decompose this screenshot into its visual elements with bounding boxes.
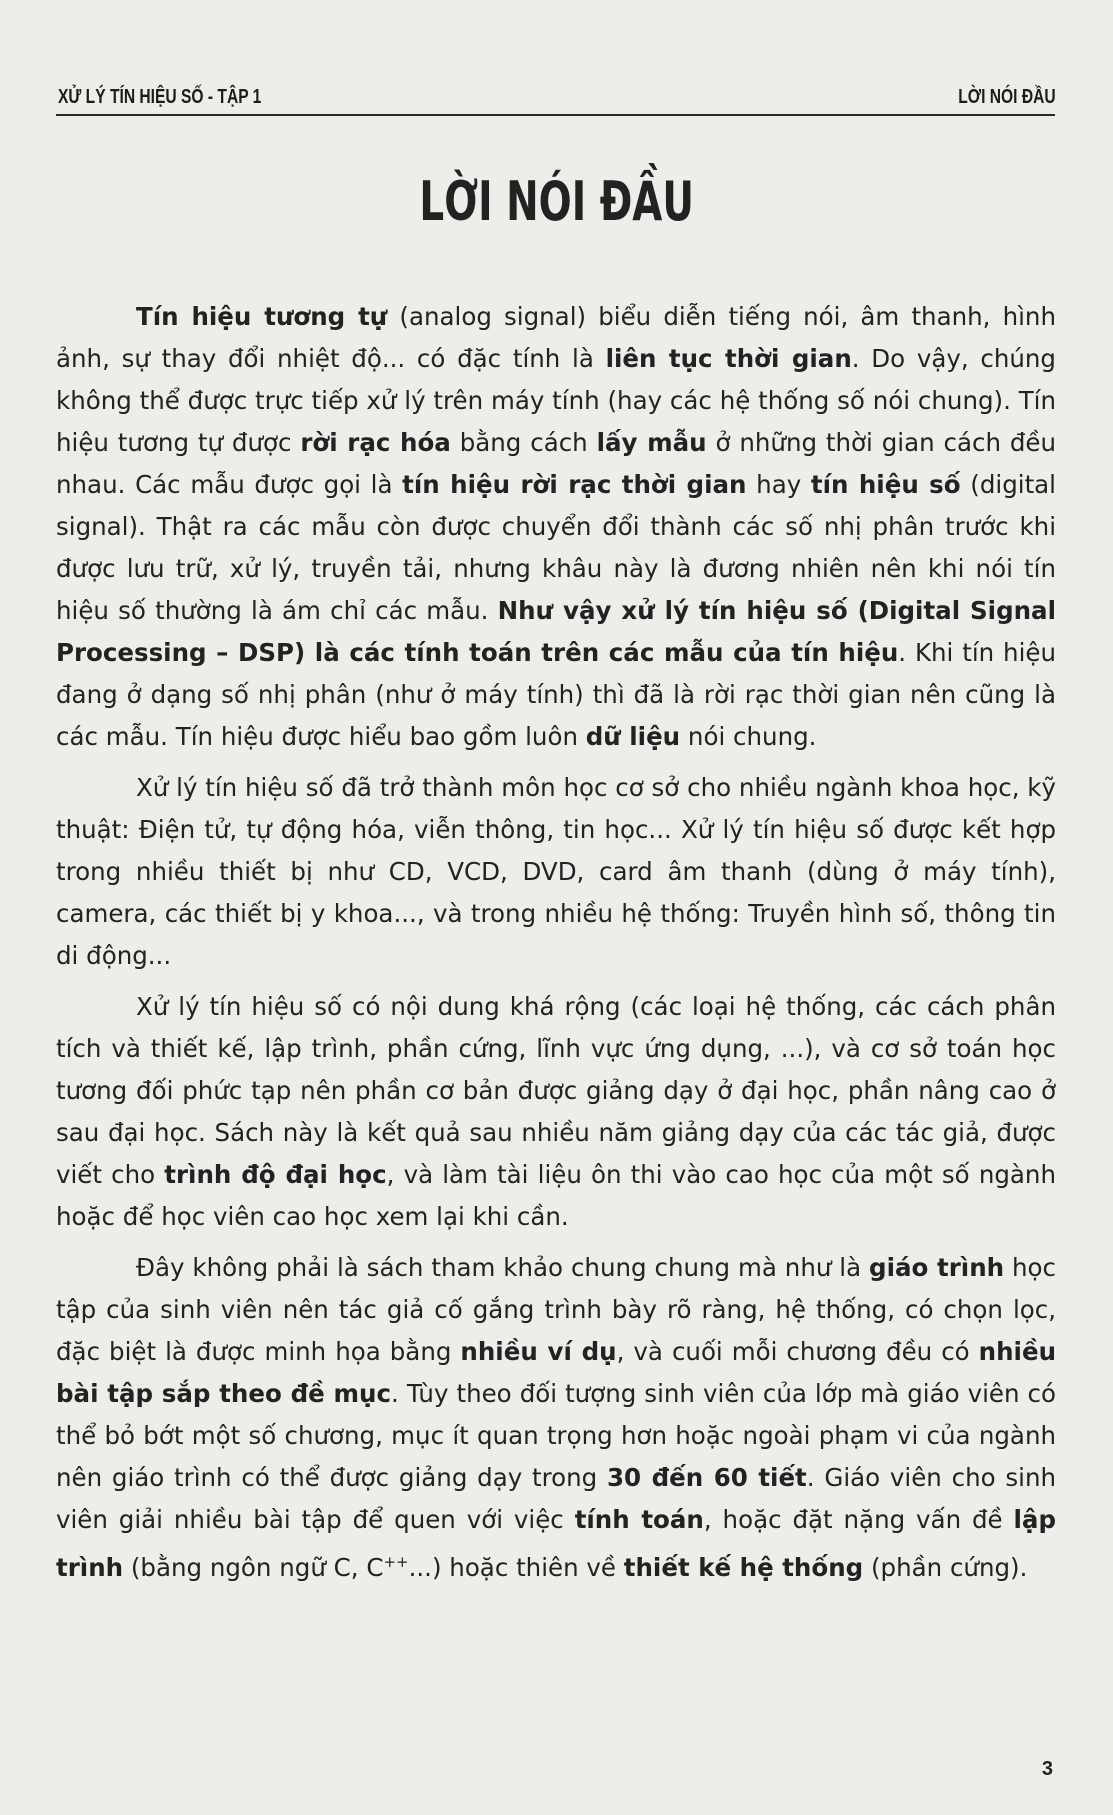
text-run: . Giáo viên cho sinh viên giải nhiều bài tập để quen với việc <box>56 1463 1057 1534</box>
bold-run: Tín hiệu tương tự <box>136 302 388 331</box>
superscript-run: ++ <box>383 1553 409 1571</box>
text-run: Xử lý tín hiệu số có nội dung khá rộng (các loại hệ thống, các cách phân tích và thiết kế, lập trình, phần cứng, lĩnh vực ứng dụng, ...), và cơ sở toán học tương đối phức tạp nên phần cơ bản được giảng dạy ở đại học, phần nâng cao ở sau đại học. Sách này là kết quả sau nhiều năm giảng dạy của các tác giả, được viết cho <box>56 992 1056 1189</box>
bold-run: trình độ đại học <box>164 1160 387 1189</box>
header-book-title: XỬ LÝ TÍN HIỆU SỐ - TẬP 1 <box>58 86 262 108</box>
text-run: hay <box>746 470 811 499</box>
text-run: (digital signal). Thật ra các mẫu còn được chuyển đổi thành các số nhị phân trước khi được lưu trữ, xử lý, truyền tải, nhưng khâu này là đương nhiên nên khi nói tín hiệu số thường là ám chỉ các mẫu. <box>56 470 1056 625</box>
bold-run: lập trình <box>56 1505 1056 1583</box>
page-title <box>0 170 1113 233</box>
text-run: . Khi tín hiệu đang ở dạng số nhị phân (như ở máy tính) thì đã là rời rạc thời gian nên cũng là các mẫu. Tín hiệu được hiểu bao gồm luôn <box>56 638 1056 751</box>
text-run: nói chung. <box>680 722 817 751</box>
running-header <box>58 86 1056 116</box>
text-run: . Do vậy, chúng không thể được trực tiếp xử lý trên máy tính (hay các hệ thống số nói chung). Tín hiệu tương tự được <box>56 344 1056 457</box>
text-run: Đây không phải là sách tham khảo chung chung mà như là <box>136 1253 870 1282</box>
text-run: ...) hoặc thiên về <box>408 1553 624 1583</box>
bold-run: rời rạc hóa <box>300 428 451 457</box>
bold-run: nhiều bài tập sắp theo đề mục <box>56 1337 1057 1408</box>
text-run: . Tùy theo đối tượng sinh viên của lớp mà giáo viên có thể bỏ bớt một số chương, mục ít quan trọng hơn hoặc ngoài phạm vi của ngành nên giáo trình có thể được giảng dạy trong <box>56 1379 1056 1492</box>
bold-run: thiết kế hệ thống <box>623 1553 864 1583</box>
body-text <box>56 296 1056 1598</box>
bold-run: liên tục thời gian <box>605 344 852 373</box>
paragraph <box>56 986 1056 1238</box>
header-rule <box>56 114 1055 116</box>
bold-run: Như vậy xử lý tín hiệu số (Digital Signal Processing – DSP) là các tính toán trên các mẫu của tín hiệu <box>56 596 1056 667</box>
bold-run: giáo trình <box>869 1253 1005 1282</box>
text-run: (phần cứng). <box>863 1553 1028 1583</box>
bold-run: tính toán <box>574 1505 704 1534</box>
bold-run: lấy mẫu <box>596 428 707 457</box>
page-title-text: LỜI NÓI ĐẦU <box>419 170 694 233</box>
paragraph <box>56 767 1056 977</box>
text-run: , và cuối mỗi chương đều có <box>616 1337 979 1366</box>
text-run: bằng cách <box>450 428 597 457</box>
bold-run: nhiều ví dụ <box>460 1337 617 1366</box>
bold-run: tín hiệu số <box>810 470 961 499</box>
text-run: (analog signal) biểu diễn tiếng nói, âm thanh, hình ảnh, sự thay đổi nhiệt độ... có đặc tính là <box>56 302 1056 373</box>
header-section-title: LỜI NÓI ĐẦU <box>958 86 1056 108</box>
paragraph <box>56 296 1056 758</box>
text-run: ở những thời gian cách đều nhau. Các mẫu được gọi là <box>56 428 1056 499</box>
bold-run: dữ liệu <box>585 722 681 751</box>
paragraph <box>56 1247 1056 1589</box>
page-number: 3 <box>1041 1758 1053 1780</box>
text-run: học tập của sinh viên nên tác giả cố gắng trình bày rõ ràng, hệ thống, có chọn lọc, đặc biệt là được minh họa bằng <box>56 1253 1057 1366</box>
text-run: , hoặc đặt nặng vấn đề <box>703 1505 1014 1534</box>
text-run: (bằng ngôn ngữ C, C <box>123 1553 384 1583</box>
bold-run: 30 đến 60 tiết <box>606 1463 807 1492</box>
bold-run: tín hiệu rời rạc thời gian <box>402 470 747 499</box>
text-run: Xử lý tín hiệu số đã trở thành môn học cơ sở cho nhiều ngành khoa học, kỹ thuật: Điện tử, tự động hóa, viễn thông, tin học... Xử lý tín hiệu số được kết hợp trong nhiều thiết bị như CD, VCD, DVD, card âm thanh (dùng ở máy tính), camera, các thiết bị y khoa..., và trong nhiều hệ thống: Truyền hình số, thông tin di động... <box>56 773 1056 970</box>
text-run: , và làm tài liệu ôn thi vào cao học của một số ngành hoặc để học viên cao học xem lại khi cần. <box>56 1160 1056 1231</box>
